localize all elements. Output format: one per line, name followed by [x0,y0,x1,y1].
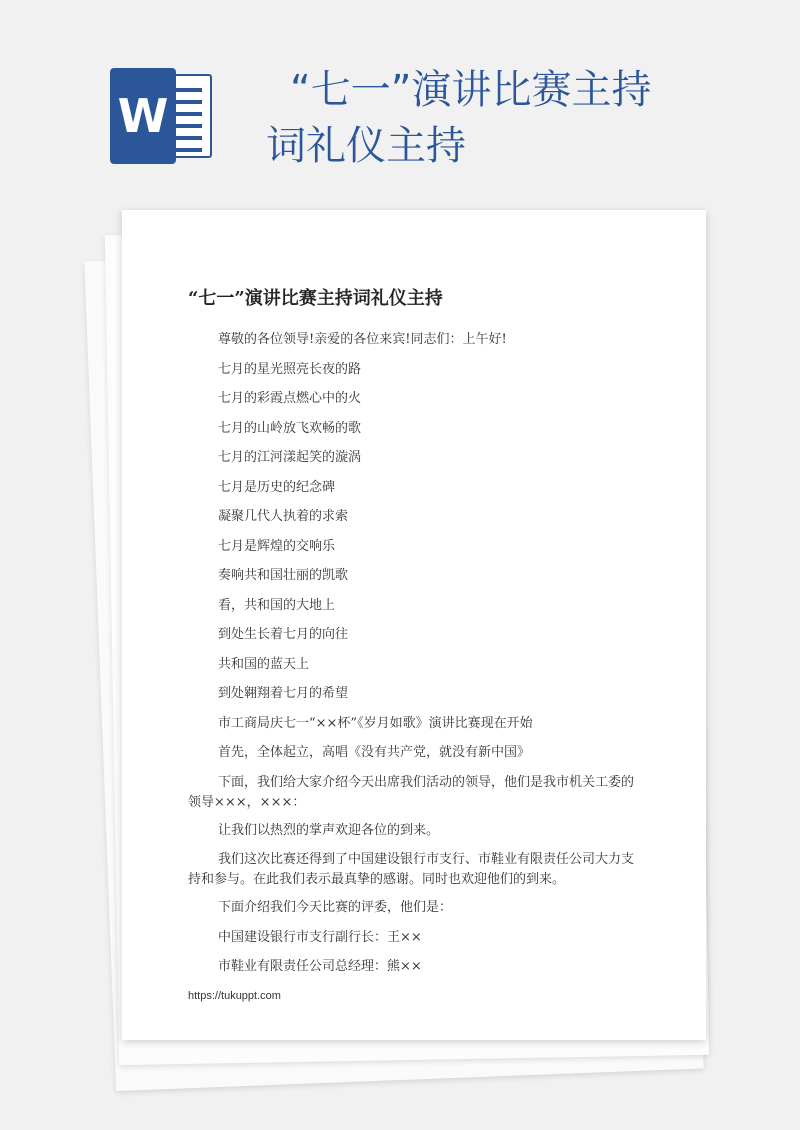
document-title: “七一”演讲比赛主持词礼仪主持 [188,288,443,309]
body-line: 凝聚几代人执着的求索 [218,509,349,524]
body-line: 七月的彩霞点燃心中的火 [218,391,362,406]
document-body [188,330,646,987]
body-line: 市工商局庆七一“××杯”《岁月如歌》演讲比赛现在开始 [218,715,533,731]
header-title-line1: “七一”演讲比赛主持 [290,67,652,113]
body-line: 共和国的蓝天上 [218,656,310,672]
body-paragraph: 下面，我们给大家介绍今天出席我们活动的领导，他们是我市机关工委的领导×××，×××： [188,774,635,810]
body-line: 到处生长着七月的向往 [218,627,349,642]
body-line: 七月是辉煌的交响乐 [218,538,336,554]
body-paragraph: 我们这次比赛还得到了中国建设银行市支行、市鞋业有限责任公司大力支持和参与。在此我们表示最真挚的感谢。同时也欢迎他们的到来。 [188,852,635,887]
word-icon [110,68,214,164]
body-line: 奏响共和国壮丽的凯歌 [218,568,349,583]
body-line: 看，共和国的大地上 [218,597,336,613]
body-line: 七月是历史的纪念碑 [218,479,336,495]
body-line: 让我们以热烈的掌声欢迎各位的到来。 [218,822,440,838]
body-line: 七月的山岭放飞欢畅的歌 [218,420,362,436]
footer-url[interactable]: https://tukuppt.com [188,990,281,1002]
document-page [122,210,706,1040]
body-line: 尊敬的各位领导!亲爱的各位来宾!同志们：上午好! [218,332,507,347]
word-logo-letter: W [110,68,176,164]
body-line: 到处翱翔着七月的希望 [218,686,349,701]
body-line: 下面介绍我们今天比赛的评委，他们是： [218,900,453,915]
body-line: 七月的星光照亮长夜的路 [218,361,362,377]
header-title-line2: 词礼仪主持 [266,123,466,169]
body-line: 首先，全体起立，高唱《没有共产党，就没有新中国》 [218,745,531,760]
body-line: 中国建设银行市支行副行长：王×× [218,929,422,945]
header-title [266,62,766,174]
body-line: 七月的江河漾起笑的漩涡 [218,450,362,465]
body-line: 市鞋业有限责任公司总经理：熊×× [218,959,422,974]
